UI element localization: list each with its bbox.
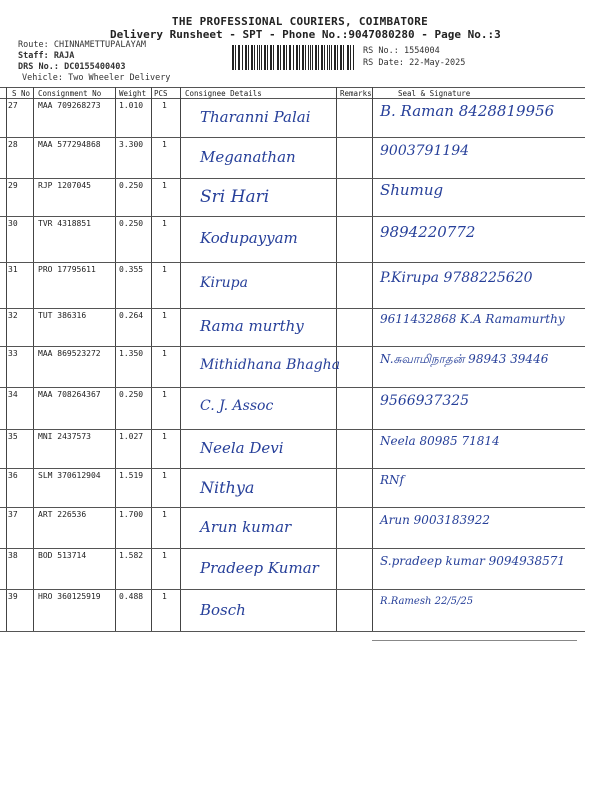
row-weight: 0.250 <box>119 390 144 399</box>
rs-no-line <box>363 46 440 56</box>
row-weight: 1.010 <box>119 101 144 110</box>
row-weight: 1.350 <box>119 349 144 358</box>
col-divider-sno <box>6 87 7 632</box>
row-weight: 0.355 <box>119 265 144 274</box>
row-sno: 33 <box>8 349 18 358</box>
row-pcs: 1 <box>162 349 167 358</box>
row-consignment-no: BOD 513714 <box>38 551 87 560</box>
row-consignment-no: MAA 708264367 <box>38 390 101 399</box>
row-sno: 38 <box>8 551 18 560</box>
rs-date-value: 22-May-2025 <box>409 58 466 68</box>
header-pcs: PCS <box>154 89 168 98</box>
row-signature-handwritten: S.pradeep kumar 9094938571 <box>380 554 565 568</box>
row-divider <box>0 589 585 590</box>
row-consignment-no: TUT 386316 <box>38 311 87 320</box>
drs-line <box>18 62 126 72</box>
row-signature-handwritten: B. Raman 8428819956 <box>380 102 555 120</box>
col-divider-pcs <box>151 87 152 632</box>
runsheet-table <box>0 87 585 632</box>
staff-label: Staff: <box>18 51 49 61</box>
row-consignment-no: SLM 370612904 <box>38 471 101 480</box>
row-pcs: 1 <box>162 219 167 228</box>
row-pcs: 1 <box>162 592 167 601</box>
row-consignee-handwritten: Kodupayyam <box>200 229 298 247</box>
row-consignee-handwritten: Tharanni Palai <box>200 108 311 126</box>
row-signature-handwritten: P.Kirupa 9788225620 <box>380 270 533 286</box>
row-consignee-handwritten: Mithidhana Bhagha <box>200 357 341 373</box>
col-divider-weight <box>115 87 116 632</box>
row-consignee-handwritten: C. J. Assoc <box>200 398 274 414</box>
staff-line <box>18 51 74 61</box>
row-divider <box>0 507 585 508</box>
row-consignee-handwritten: Rama murthy <box>200 317 304 335</box>
route-label: Route: <box>18 40 49 50</box>
header-remarks: Remarks <box>340 89 372 98</box>
rs-no-value: 1554004 <box>403 46 440 56</box>
row-weight: 3.300 <box>119 140 144 149</box>
row-consignee-handwritten: Arun kumar <box>200 518 292 536</box>
row-consignment-no: MAA 869523272 <box>38 349 101 358</box>
row-pcs: 1 <box>162 471 167 480</box>
row-consignment-no: HRO 360125919 <box>38 592 101 601</box>
header-bottom-border <box>0 98 585 99</box>
row-weight: 0.264 <box>119 311 144 320</box>
row-sno: 28 <box>8 140 18 149</box>
row-consignment-no: RJP 1207045 <box>38 181 91 190</box>
signature-underline <box>372 640 577 641</box>
row-pcs: 1 <box>162 140 167 149</box>
row-weight: 1.027 <box>119 432 144 441</box>
row-signature-handwritten: 9566937325 <box>380 393 470 409</box>
row-consignee-handwritten: Meganathan <box>200 148 296 166</box>
row-pcs: 1 <box>162 510 167 519</box>
route-line <box>18 40 146 50</box>
row-pcs: 1 <box>162 432 167 441</box>
drs-label: DRS No.: <box>18 62 59 72</box>
vehicle-label: Vehicle: <box>22 73 63 83</box>
row-sno: 32 <box>8 311 18 320</box>
row-weight: 0.488 <box>119 592 144 601</box>
row-sno: 27 <box>8 101 18 110</box>
route-value: CHINNAMETTUPALAYAM <box>53 40 146 50</box>
header-consignment: Consignment No <box>38 89 102 98</box>
row-signature-handwritten: 9003791194 <box>380 143 470 159</box>
row-signature-handwritten: Neela 80985 71814 <box>380 434 500 448</box>
row-consignee-handwritten: Bosch <box>200 601 246 619</box>
row-divider <box>0 346 585 347</box>
row-divider <box>0 468 585 469</box>
vehicle-line <box>22 73 170 83</box>
row-pcs: 1 <box>162 101 167 110</box>
header-signature: Seal & Signature <box>398 89 471 98</box>
row-signature-handwritten: R.Ramesh 22/5/25 <box>380 596 474 607</box>
header-consignee: Consignee Details <box>185 89 262 98</box>
rs-date-label: RS Date: <box>363 58 404 68</box>
row-divider <box>0 137 585 138</box>
header-weight: Weight <box>119 89 147 98</box>
rs-no-label: RS No.: <box>363 46 399 56</box>
runsheet-subtitle: Delivery Runsheet - SPT - Phone No.:9047080280 - Page No.:3 <box>110 28 501 41</box>
row-sno: 39 <box>8 592 18 601</box>
row-divider <box>0 216 585 217</box>
row-signature-handwritten: Shumug <box>380 181 444 199</box>
row-pcs: 1 <box>162 265 167 274</box>
row-divider <box>0 178 585 179</box>
row-sno: 34 <box>8 390 18 399</box>
row-divider <box>0 308 585 309</box>
row-sno: 36 <box>8 471 18 480</box>
row-consignee-handwritten: Neela Devi <box>200 439 284 457</box>
vehicle-value: Two Wheeler Delivery <box>68 73 171 83</box>
staff-value: RAJA <box>53 51 75 61</box>
row-pcs: 1 <box>162 551 167 560</box>
rs-date-line <box>363 58 465 68</box>
col-divider-consignee <box>180 87 181 632</box>
row-consignee-handwritten: Sri Hari <box>200 187 270 207</box>
row-sno: 35 <box>8 432 18 441</box>
row-consignment-no: MNI 2437573 <box>38 432 91 441</box>
company-title: THE PROFESSIONAL COURIERS, COIMBATORE <box>171 15 429 28</box>
row-weight: 0.250 <box>119 219 144 228</box>
row-sno: 30 <box>8 219 18 228</box>
row-consignment-no: PRO 17795611 <box>38 265 96 274</box>
barcode <box>232 45 354 70</box>
row-consignment-no: MAA 709268273 <box>38 101 101 110</box>
row-divider <box>0 262 585 263</box>
row-consignment-no: ART 226536 <box>38 510 87 519</box>
header-sno: S No <box>12 89 31 98</box>
table-bottom-border <box>0 631 585 632</box>
row-signature-handwritten: 9611432868 K.A Ramamurthy <box>380 312 565 326</box>
row-weight: 1.582 <box>119 551 144 560</box>
row-pcs: 1 <box>162 181 167 190</box>
row-signature-handwritten: Arun 9003183922 <box>380 513 491 527</box>
row-divider <box>0 387 585 388</box>
row-weight: 1.700 <box>119 510 144 519</box>
row-signature-handwritten: RNf <box>380 473 404 487</box>
row-consignee-handwritten: Pradeep Kumar <box>200 559 319 577</box>
drs-value: DC0155400403 <box>64 62 126 72</box>
row-divider <box>0 429 585 430</box>
row-divider <box>0 548 585 549</box>
row-consignment-no: TVR 4318851 <box>38 219 91 228</box>
row-signature-handwritten: 9894220772 <box>380 223 476 241</box>
row-weight: 1.519 <box>119 471 144 480</box>
row-pcs: 1 <box>162 311 167 320</box>
table-top-border <box>0 87 585 88</box>
row-pcs: 1 <box>162 390 167 399</box>
row-sno: 29 <box>8 181 18 190</box>
row-signature-handwritten: N.சுவாமிநாதன் 98943 39446 <box>380 352 549 366</box>
col-divider-signature <box>372 87 373 632</box>
row-sno: 37 <box>8 510 18 519</box>
row-consignee-handwritten: Kirupa <box>200 275 248 291</box>
row-consignment-no: MAA 577294868 <box>38 140 101 149</box>
row-consignee-handwritten: Nithya <box>200 478 255 497</box>
row-sno: 31 <box>8 265 18 274</box>
col-divider-consignment <box>33 87 34 632</box>
row-weight: 0.250 <box>119 181 144 190</box>
